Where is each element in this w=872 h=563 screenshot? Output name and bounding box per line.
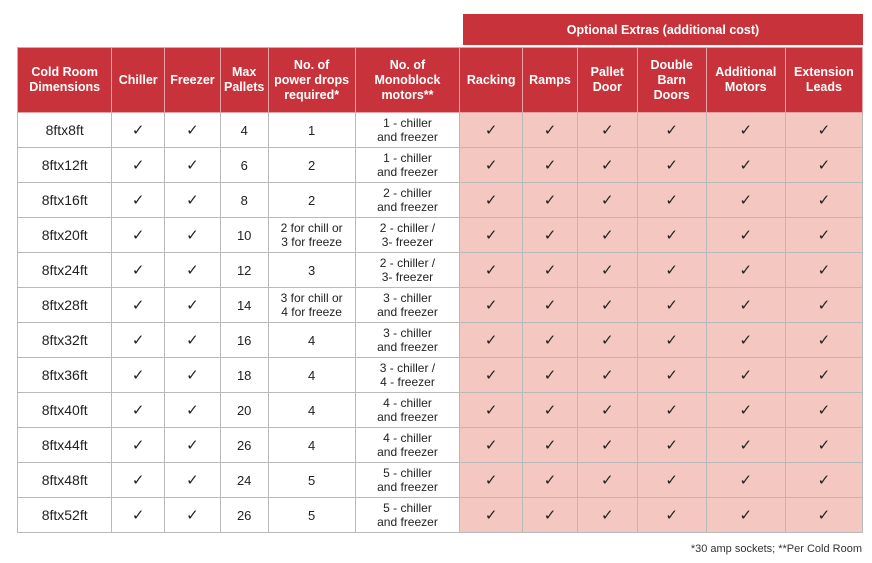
check-icon: ✓ — [484, 437, 498, 454]
check-icon: ✓ — [665, 227, 678, 244]
check-icon: ✓ — [186, 297, 199, 314]
extension-leads-check — [785, 148, 862, 183]
freezer-check — [165, 288, 221, 323]
max-pallets: 20 — [220, 393, 268, 428]
double-barn-doors-check — [637, 393, 706, 428]
power-drops: 2 — [268, 148, 355, 183]
chiller-check — [112, 428, 165, 463]
table-row — [18, 498, 863, 533]
ramps-check — [523, 218, 578, 253]
monoblock-motors: 3 - chiller and freezer — [355, 288, 459, 323]
check-icon: ✓ — [484, 507, 498, 524]
check-icon: ✓ — [817, 297, 831, 314]
racking-check — [460, 183, 523, 218]
check-icon: ✓ — [484, 297, 498, 314]
ramps-check — [523, 393, 578, 428]
extension-leads-check — [785, 393, 862, 428]
check-icon: ✓ — [817, 367, 831, 384]
check-icon: ✓ — [665, 367, 678, 384]
racking-check — [460, 148, 523, 183]
check-icon: ✓ — [186, 227, 199, 244]
cold-room-dimension: 8ftx24ft — [18, 253, 112, 288]
check-icon: ✓ — [186, 192, 199, 209]
freezer-check — [165, 113, 221, 148]
check-icon: ✓ — [484, 192, 498, 209]
extension-leads-check — [785, 498, 862, 533]
check-icon: ✓ — [186, 332, 199, 349]
header-ramps: Ramps — [523, 48, 578, 113]
power-drops: 3 for chill or 4 for freeze — [268, 288, 355, 323]
power-drops: 1 — [268, 113, 355, 148]
pallet-door-check — [577, 113, 637, 148]
power-drops: 5 — [268, 463, 355, 498]
power-drops: 4 — [268, 323, 355, 358]
double-barn-doors-check — [637, 358, 706, 393]
check-icon: ✓ — [739, 157, 753, 174]
max-pallets: 8 — [220, 183, 268, 218]
power-drops: 2 — [268, 183, 355, 218]
cold-room-dimension: 8ftx20ft — [18, 218, 112, 253]
check-icon: ✓ — [817, 227, 831, 244]
check-icon: ✓ — [131, 122, 145, 139]
check-icon: ✓ — [484, 402, 498, 419]
pallet-door-check — [577, 358, 637, 393]
check-icon: ✓ — [739, 402, 753, 419]
header-max-pallets: Max Pallets — [220, 48, 268, 113]
check-icon: ✓ — [601, 507, 614, 524]
power-drops: 5 — [268, 498, 355, 533]
optional-extras-title: Optional Extras (additional cost) — [566, 22, 760, 37]
check-icon: ✓ — [665, 437, 678, 454]
ramps-check — [523, 113, 578, 148]
check-icon: ✓ — [739, 437, 753, 454]
header-pallet-door: Pallet Door — [577, 48, 637, 113]
pallet-door-check — [577, 183, 637, 218]
pallet-door-check — [577, 323, 637, 358]
check-icon: ✓ — [665, 192, 678, 209]
check-icon: ✓ — [817, 192, 831, 209]
pallet-door-check — [577, 428, 637, 463]
chiller-check — [112, 148, 165, 183]
freezer-check — [165, 393, 221, 428]
max-pallets: 14 — [220, 288, 268, 323]
check-icon: ✓ — [665, 157, 678, 174]
additional-motors-check — [706, 183, 785, 218]
table-row — [18, 463, 863, 498]
racking-check — [460, 358, 523, 393]
additional-motors-check — [706, 428, 785, 463]
freezer-check — [165, 218, 221, 253]
table-row — [18, 393, 863, 428]
check-icon: ✓ — [543, 227, 557, 244]
cold-room-dimension: 8ftx36ft — [18, 358, 112, 393]
cold-room-spec-table — [17, 47, 863, 533]
chiller-check — [112, 288, 165, 323]
freezer-check — [165, 148, 221, 183]
additional-motors-check — [706, 498, 785, 533]
check-icon: ✓ — [817, 332, 831, 349]
extension-leads-check — [785, 358, 862, 393]
extension-leads-check — [785, 323, 862, 358]
header-chiller: Chiller — [112, 48, 165, 113]
check-icon: ✓ — [601, 402, 614, 419]
check-icon: ✓ — [739, 227, 753, 244]
check-icon: ✓ — [131, 437, 145, 454]
check-icon: ✓ — [739, 192, 753, 209]
monoblock-motors: 1 - chiller and freezer — [355, 113, 459, 148]
check-icon: ✓ — [131, 367, 145, 384]
check-icon: ✓ — [131, 227, 145, 244]
monoblock-motors: 4 - chiller and freezer — [355, 428, 459, 463]
cold-room-dimension: 8ftx40ft — [18, 393, 112, 428]
pallet-door-check — [577, 218, 637, 253]
cold-room-dimension: 8ftx44ft — [18, 428, 112, 463]
header-row — [18, 48, 863, 113]
header-additional-motors: Additional Motors — [706, 48, 785, 113]
check-icon: ✓ — [601, 192, 614, 209]
check-icon: ✓ — [817, 402, 831, 419]
chiller-check — [112, 218, 165, 253]
additional-motors-check — [706, 288, 785, 323]
monoblock-motors: 1 - chiller and freezer — [355, 148, 459, 183]
racking-check — [460, 288, 523, 323]
check-icon: ✓ — [817, 122, 831, 139]
table-row — [18, 288, 863, 323]
max-pallets: 26 — [220, 428, 268, 463]
check-icon: ✓ — [186, 437, 199, 454]
max-pallets: 18 — [220, 358, 268, 393]
chiller-check — [112, 323, 165, 358]
double-barn-doors-check — [637, 428, 706, 463]
monoblock-motors: 5 - chiller and freezer — [355, 498, 459, 533]
check-icon: ✓ — [601, 367, 614, 384]
extension-leads-check — [785, 218, 862, 253]
check-icon: ✓ — [665, 122, 678, 139]
cold-room-dimension: 8ftx8ft — [18, 113, 112, 148]
chiller-check — [112, 498, 165, 533]
table-row — [18, 218, 863, 253]
ramps-check — [523, 358, 578, 393]
check-icon: ✓ — [186, 122, 199, 139]
additional-motors-check — [706, 358, 785, 393]
check-icon: ✓ — [543, 437, 557, 454]
additional-motors-check — [706, 218, 785, 253]
header-power-drops: No. of power drops required* — [268, 48, 355, 113]
additional-motors-check — [706, 393, 785, 428]
table-row — [18, 148, 863, 183]
footnote: *30 amp sockets; **Per Cold Room — [690, 543, 862, 555]
check-icon: ✓ — [665, 472, 678, 489]
cold-room-dimension: 8ftx28ft — [18, 288, 112, 323]
power-drops: 4 — [268, 428, 355, 463]
ramps-check — [523, 183, 578, 218]
double-barn-doors-check — [637, 463, 706, 498]
check-icon: ✓ — [665, 507, 678, 524]
check-icon: ✓ — [484, 122, 498, 139]
table-row — [18, 323, 863, 358]
table-row — [18, 183, 863, 218]
header-racking: Racking — [460, 48, 523, 113]
check-icon: ✓ — [131, 402, 145, 419]
check-icon: ✓ — [543, 297, 557, 314]
check-icon: ✓ — [131, 192, 145, 209]
freezer-check — [165, 183, 221, 218]
chiller-check — [112, 253, 165, 288]
power-drops: 4 — [268, 393, 355, 428]
monoblock-motors: 3 - chiller and freezer — [355, 323, 459, 358]
check-icon: ✓ — [739, 262, 753, 279]
check-icon: ✓ — [665, 297, 678, 314]
racking-check — [460, 113, 523, 148]
ramps-check — [523, 253, 578, 288]
check-icon: ✓ — [543, 122, 557, 139]
racking-check — [460, 253, 523, 288]
check-icon: ✓ — [484, 262, 498, 279]
check-icon: ✓ — [665, 262, 678, 279]
power-drops: 4 — [268, 358, 355, 393]
check-icon: ✓ — [186, 472, 199, 489]
racking-check — [460, 323, 523, 358]
monoblock-motors: 2 - chiller / 3- freezer — [355, 218, 459, 253]
check-icon: ✓ — [739, 122, 753, 139]
cold-room-dimension: 8ftx48ft — [18, 463, 112, 498]
cold-room-dimension: 8ftx16ft — [18, 183, 112, 218]
power-drops: 3 — [268, 253, 355, 288]
ramps-check — [523, 463, 578, 498]
check-icon: ✓ — [543, 192, 557, 209]
check-icon: ✓ — [739, 367, 753, 384]
freezer-check — [165, 428, 221, 463]
double-barn-doors-check — [637, 253, 706, 288]
header-freezer: Freezer — [165, 48, 221, 113]
check-icon: ✓ — [186, 262, 199, 279]
table-row — [18, 358, 863, 393]
monoblock-motors: 3 - chiller / 4 - freezer — [355, 358, 459, 393]
check-icon: ✓ — [665, 332, 678, 349]
check-icon: ✓ — [131, 507, 145, 524]
freezer-check — [165, 323, 221, 358]
check-icon: ✓ — [131, 262, 145, 279]
check-icon: ✓ — [601, 332, 614, 349]
monoblock-motors: 2 - chiller and freezer — [355, 183, 459, 218]
check-icon: ✓ — [484, 332, 498, 349]
ramps-check — [523, 428, 578, 463]
chiller-check — [112, 393, 165, 428]
check-icon: ✓ — [484, 367, 498, 384]
pallet-door-check — [577, 253, 637, 288]
ramps-check — [523, 323, 578, 358]
chiller-check — [112, 463, 165, 498]
racking-check — [460, 218, 523, 253]
freezer-check — [165, 358, 221, 393]
racking-check — [460, 463, 523, 498]
check-icon: ✓ — [543, 507, 557, 524]
check-icon: ✓ — [131, 332, 145, 349]
double-barn-doors-check — [637, 218, 706, 253]
check-icon: ✓ — [484, 157, 498, 174]
check-icon: ✓ — [601, 472, 614, 489]
additional-motors-check — [706, 463, 785, 498]
racking-check — [460, 498, 523, 533]
monoblock-motors: 2 - chiller / 3- freezer — [355, 253, 459, 288]
check-icon: ✓ — [543, 332, 557, 349]
header-monoblock-motors: No. of Monoblock motors** — [355, 48, 459, 113]
additional-motors-check — [706, 113, 785, 148]
check-icon: ✓ — [817, 472, 831, 489]
check-icon: ✓ — [186, 157, 199, 174]
check-icon: ✓ — [131, 157, 145, 174]
header-extension-leads: Extension Leads — [785, 48, 862, 113]
double-barn-doors-check — [637, 498, 706, 533]
additional-motors-check — [706, 148, 785, 183]
max-pallets: 10 — [220, 218, 268, 253]
chiller-check — [112, 358, 165, 393]
check-icon: ✓ — [739, 332, 753, 349]
cold-room-dimension: 8ftx52ft — [18, 498, 112, 533]
header-dimensions: Cold Room Dimensions — [18, 48, 112, 113]
check-icon: ✓ — [601, 122, 614, 139]
max-pallets: 26 — [220, 498, 268, 533]
pallet-door-check — [577, 463, 637, 498]
racking-check — [460, 428, 523, 463]
extension-leads-check — [785, 288, 862, 323]
check-icon: ✓ — [739, 507, 753, 524]
double-barn-doors-check — [637, 288, 706, 323]
table-row — [18, 428, 863, 463]
header-double-barn-doors: Double Barn Doors — [637, 48, 706, 113]
check-icon: ✓ — [186, 402, 199, 419]
check-icon: ✓ — [739, 297, 753, 314]
check-icon: ✓ — [484, 227, 498, 244]
check-icon: ✓ — [817, 262, 831, 279]
pallet-door-check — [577, 148, 637, 183]
check-icon: ✓ — [817, 157, 831, 174]
additional-motors-check — [706, 253, 785, 288]
table-row — [18, 113, 863, 148]
check-icon: ✓ — [543, 472, 557, 489]
freezer-check — [165, 463, 221, 498]
freezer-check — [165, 253, 221, 288]
pallet-door-check — [577, 498, 637, 533]
check-icon: ✓ — [739, 472, 753, 489]
ramps-check — [523, 288, 578, 323]
check-icon: ✓ — [543, 157, 557, 174]
optional-extras-banner — [463, 14, 863, 45]
extension-leads-check — [785, 113, 862, 148]
double-barn-doors-check — [637, 148, 706, 183]
cold-room-dimension: 8ftx12ft — [18, 148, 112, 183]
max-pallets: 24 — [220, 463, 268, 498]
check-icon: ✓ — [817, 437, 831, 454]
max-pallets: 4 — [220, 113, 268, 148]
check-icon: ✓ — [601, 157, 614, 174]
additional-motors-check — [706, 323, 785, 358]
pallet-door-check — [577, 393, 637, 428]
check-icon: ✓ — [484, 472, 498, 489]
check-icon: ✓ — [601, 262, 614, 279]
double-barn-doors-check — [637, 323, 706, 358]
check-icon: ✓ — [601, 437, 614, 454]
pallet-door-check — [577, 288, 637, 323]
check-icon: ✓ — [665, 402, 678, 419]
ramps-check — [523, 498, 578, 533]
monoblock-motors: 4 - chiller and freezer — [355, 393, 459, 428]
ramps-check — [523, 148, 578, 183]
chiller-check — [112, 183, 165, 218]
check-icon: ✓ — [131, 472, 145, 489]
check-icon: ✓ — [186, 507, 199, 524]
chiller-check — [112, 113, 165, 148]
extension-leads-check — [785, 463, 862, 498]
max-pallets: 12 — [220, 253, 268, 288]
extension-leads-check — [785, 428, 862, 463]
check-icon: ✓ — [131, 297, 145, 314]
check-icon: ✓ — [186, 367, 199, 384]
check-icon: ✓ — [601, 297, 614, 314]
freezer-check — [165, 498, 221, 533]
monoblock-motors: 5 - chiller and freezer — [355, 463, 459, 498]
check-icon: ✓ — [817, 507, 831, 524]
power-drops: 2 for chill or 3 for freeze — [268, 218, 355, 253]
cold-room-dimension: 8ftx32ft — [18, 323, 112, 358]
table-row — [18, 253, 863, 288]
check-icon: ✓ — [543, 262, 557, 279]
check-icon: ✓ — [543, 402, 557, 419]
check-icon: ✓ — [543, 367, 557, 384]
double-barn-doors-check — [637, 183, 706, 218]
check-icon: ✓ — [601, 227, 614, 244]
double-barn-doors-check — [637, 113, 706, 148]
extension-leads-check — [785, 253, 862, 288]
max-pallets: 16 — [220, 323, 268, 358]
extension-leads-check — [785, 183, 862, 218]
max-pallets: 6 — [220, 148, 268, 183]
racking-check — [460, 393, 523, 428]
